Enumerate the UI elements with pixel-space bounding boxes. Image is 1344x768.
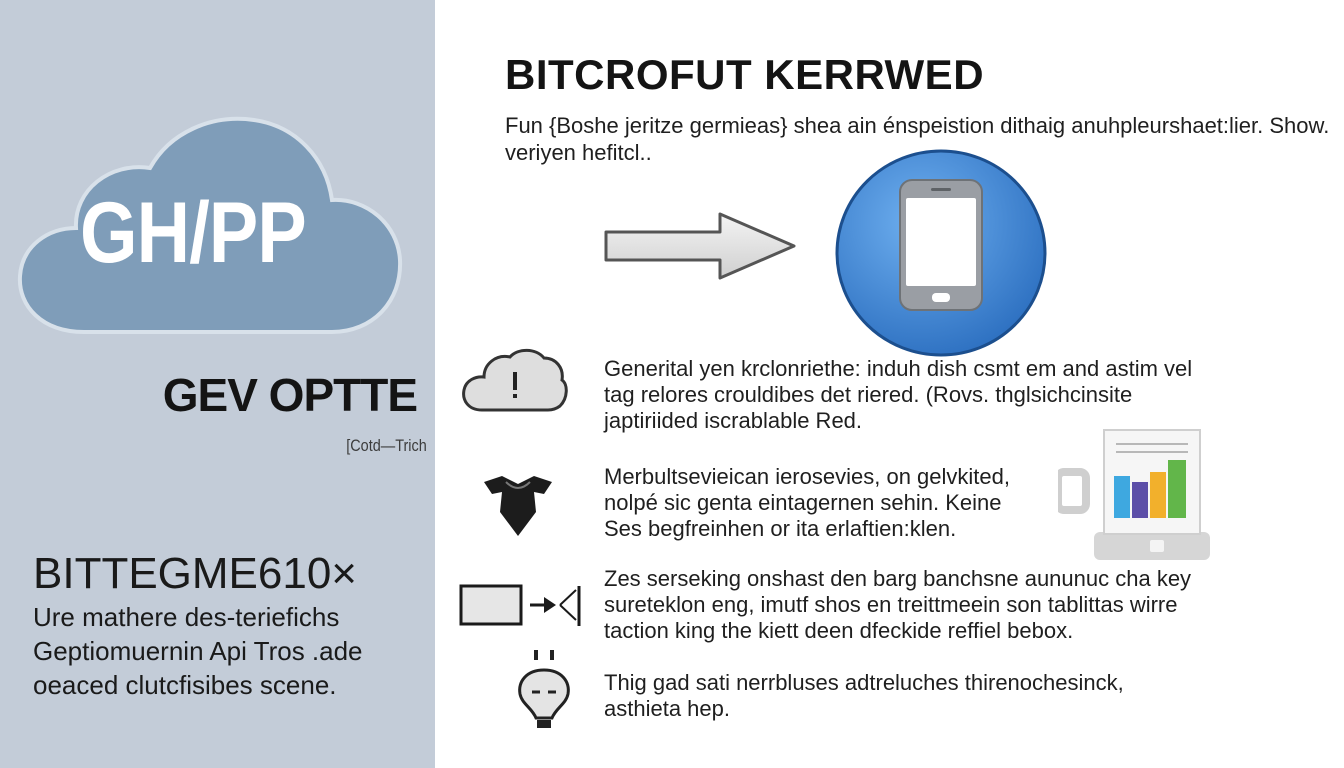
item-line: Zes serseking onshast den barg banchsne aununuc cha key — [604, 566, 1192, 591]
item-line: Merbultsevieican ierosevies, on gelvkited, — [604, 464, 1010, 489]
lightbulb-icon — [510, 648, 580, 738]
screen-forward-icon — [458, 582, 588, 632]
item-line: sureteklon eng, imutf shos en treittmeein son tablittas wirre — [604, 592, 1178, 617]
item-line: Thig gad sati nerrbluses adtreluches thirenochesinck, — [604, 670, 1124, 695]
smartphone-icon — [834, 148, 1048, 358]
left-body-line: Ure mathere des-teriefichs — [33, 602, 340, 632]
document-chart-icon — [1058, 428, 1214, 564]
item-line: asthieta hep. — [604, 696, 730, 721]
left-body-line: oeaced clutcfisibes scene. — [33, 670, 337, 700]
cloud-alert-icon — [460, 346, 570, 418]
list-item — [458, 566, 1328, 656]
left-panel — [0, 0, 435, 768]
brand-title: GEV OPTTE — [162, 369, 417, 421]
left-body-line: Geptiomuernin Api Tros .ade — [33, 636, 363, 666]
cape-icon — [478, 472, 558, 542]
list-item — [458, 670, 1328, 740]
left-body — [33, 600, 423, 702]
item-text — [604, 356, 1244, 434]
intro-line: veriyen hefitcl.. — [505, 140, 652, 165]
intro-line: Fun {Boshe jeritze germieas} shea ain énspeistion dithaig anuhpleurshaet:lier. Show. — [505, 113, 1330, 138]
item-line: Ses begfreinhen or ita erlaftien:klen. — [604, 516, 957, 541]
main-title: BITCROFUT KERRWED — [505, 51, 985, 98]
item-line: nolpé sic genta eintagernen sehin. Keine — [604, 490, 1002, 515]
brand-subtitle: [Cotd—Trich — [346, 436, 427, 455]
item-line: tag relores crouldibes det riered. (Rovs. thglsichcinsite — [604, 382, 1133, 407]
item-line: taction king the kiett deen dfeckide reffiel bebox. — [604, 618, 1074, 643]
item-line: Generital yen krclonriethe: induh dish csmt em and astim vel — [604, 356, 1193, 381]
logo-text: GH/PP — [80, 185, 306, 281]
item-line: japtiriided iscrablable Red. — [604, 408, 863, 433]
item-text — [604, 670, 1244, 722]
left-heading: BITTEGME610× — [33, 549, 358, 598]
item-text — [604, 566, 1244, 644]
arrow-right-icon — [600, 210, 800, 282]
